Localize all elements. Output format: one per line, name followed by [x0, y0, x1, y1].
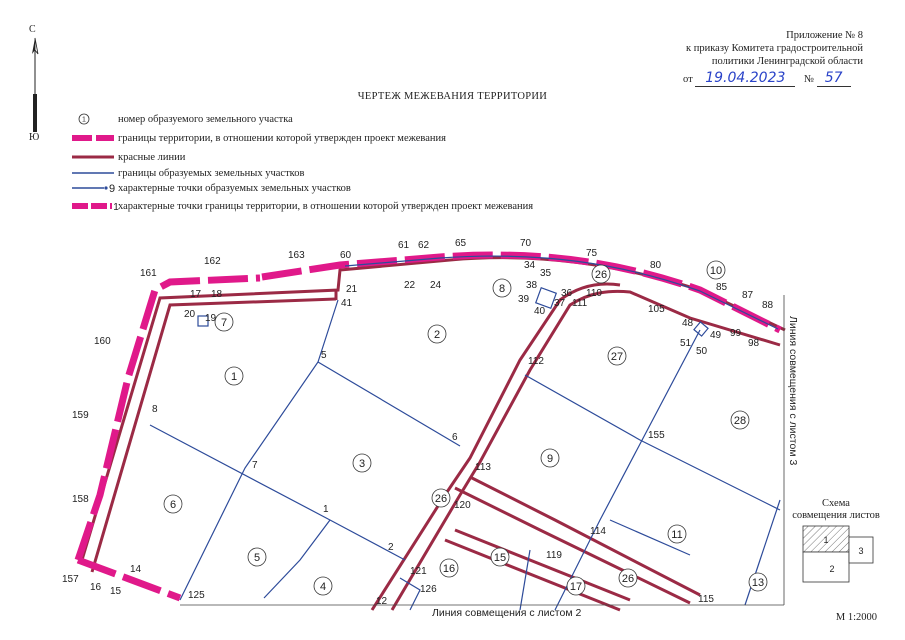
sheet-scheme: [802, 525, 884, 587]
parcel-circle: [314, 577, 332, 595]
legend-text: границы образуемых земельных участков: [118, 167, 305, 179]
parcel-circle: [225, 367, 243, 385]
svg-text:111: 111: [572, 298, 588, 309]
parcel-circle: [215, 313, 233, 331]
legend-text: границы территории, в отношении которой утвержден проект межевания: [118, 132, 446, 144]
svg-text:85: 85: [716, 282, 728, 293]
appendix-line-2: к приказу Комитета градостроительной: [686, 43, 863, 54]
svg-text:126: 126: [420, 584, 437, 595]
legend-text: красные линии: [118, 151, 186, 163]
svg-text:28: 28: [733, 415, 747, 427]
svg-text:120: 120: [454, 500, 471, 511]
svg-text:2: 2: [388, 542, 394, 553]
svg-text:35: 35: [540, 268, 552, 279]
svg-text:37: 37: [554, 298, 566, 309]
svg-text:99: 99: [730, 328, 742, 339]
parcel-circle: [541, 449, 559, 467]
svg-text:17: 17: [569, 581, 583, 593]
parcel-circle: [567, 577, 585, 595]
parcel-circle: [619, 569, 637, 587]
order-number: 57: [824, 70, 843, 86]
from-label: от: [683, 74, 693, 85]
svg-text:3: 3: [358, 458, 366, 470]
svg-text:119: 119: [546, 550, 562, 561]
sheet-scheme-title: [786, 498, 886, 522]
parcel-circle: [491, 548, 509, 566]
boundary-point-label: 159: [72, 410, 89, 421]
svg-text:20: 20: [184, 309, 196, 320]
svg-text:10: 10: [709, 265, 723, 277]
parcel-circle: [608, 347, 626, 365]
parcel-circle: [707, 261, 725, 279]
scale-label: М 1:2000: [835, 612, 877, 623]
parcel-circle: [749, 573, 767, 591]
boundary-point-label: 163: [288, 250, 305, 261]
svg-text:155: 155: [648, 430, 665, 441]
svg-text:12: 12: [376, 596, 388, 607]
boundary-point-label: 160: [94, 336, 111, 347]
svg-text:113: 113: [475, 462, 491, 473]
svg-text:125: 125: [188, 590, 205, 601]
appendix-line-3: политики Ленинградской области: [711, 56, 863, 67]
right-sheet-label: Линия совмещения с листом 3: [787, 316, 799, 466]
parcel-circle: [353, 454, 371, 472]
svg-text:18: 18: [211, 289, 223, 300]
svg-text:87: 87: [742, 290, 754, 301]
svg-text:75: 75: [586, 248, 598, 259]
svg-text:14: 14: [130, 564, 142, 575]
svg-text:80: 80: [650, 260, 662, 271]
parcel-circle: [493, 279, 511, 297]
svg-text:4: 4: [319, 581, 327, 593]
svg-text:70: 70: [520, 238, 532, 249]
svg-text:16: 16: [442, 563, 456, 575]
svg-text:15: 15: [493, 552, 507, 564]
svg-text:6: 6: [169, 499, 177, 511]
svg-text:7: 7: [252, 460, 258, 471]
svg-text:62: 62: [418, 240, 430, 251]
svg-text:26: 26: [594, 269, 608, 281]
legend-sample-point: 9: [108, 183, 116, 195]
svg-text:65: 65: [455, 238, 467, 249]
scheme-title-line-2: совмещения листов: [792, 510, 880, 521]
svg-text:7: 7: [220, 317, 228, 329]
scheme-sheet-2: [803, 552, 849, 582]
parcel-circle: [592, 265, 610, 283]
svg-text:24: 24: [430, 280, 442, 291]
svg-text:2: 2: [829, 564, 835, 574]
legend-sample-boundary-point: 1: [113, 202, 119, 213]
svg-text:114: 114: [590, 526, 606, 537]
svg-text:3: 3: [858, 546, 864, 556]
boundary-point-label: 157: [62, 574, 79, 585]
svg-text:15: 15: [110, 586, 122, 597]
north-letter: С: [29, 24, 36, 35]
svg-text:112: 112: [528, 356, 544, 367]
svg-text:8: 8: [152, 404, 158, 415]
parcel-circle: [440, 559, 458, 577]
svg-text:48: 48: [682, 318, 694, 329]
svg-text:38: 38: [526, 280, 538, 291]
svg-text:1: 1: [823, 535, 829, 545]
svg-text:1: 1: [323, 504, 329, 515]
number-label: №: [803, 74, 814, 85]
legend-text: характерные точки образуемых земельных участков: [118, 182, 351, 194]
legend-sample-number: 1: [82, 116, 86, 124]
legend-text: номер образуемого земельного участка: [118, 113, 293, 125]
svg-text:61: 61: [398, 240, 410, 251]
boundary-point-label: 162: [204, 256, 221, 267]
svg-text:110: 110: [586, 288, 602, 299]
parcel-circle: [731, 411, 749, 429]
svg-text:51: 51: [680, 338, 692, 349]
appendix-line-1: Приложение № 8: [786, 30, 863, 41]
svg-text:40: 40: [534, 306, 546, 317]
parcel-point-labels: [90, 238, 774, 607]
parcel-circle: [164, 495, 182, 513]
south-letter: Ю: [29, 132, 40, 143]
svg-text:115: 115: [698, 594, 714, 605]
svg-text:17: 17: [190, 289, 202, 300]
drawing-title: ЧЕРТЕЖ МЕЖЕВАНИЯ ТЕРРИТОРИИ: [357, 91, 548, 102]
svg-text:9: 9: [546, 453, 554, 465]
svg-text:2: 2: [433, 329, 441, 341]
svg-text:19: 19: [205, 313, 217, 324]
parcel-circle: [668, 525, 686, 543]
svg-text:39: 39: [518, 294, 530, 305]
svg-text:41: 41: [341, 298, 353, 309]
svg-text:22: 22: [404, 280, 416, 291]
svg-text:50: 50: [696, 346, 708, 357]
svg-text:26: 26: [434, 493, 448, 505]
svg-text:1: 1: [230, 371, 238, 383]
svg-text:36: 36: [561, 288, 573, 299]
svg-text:13: 13: [751, 577, 765, 589]
parcel-boundaries: [150, 288, 780, 610]
svg-text:105: 105: [648, 304, 665, 315]
svg-text:11: 11: [671, 529, 683, 541]
svg-text:98: 98: [748, 338, 760, 349]
parcel-circle: [432, 489, 450, 507]
svg-text:5: 5: [321, 350, 327, 361]
svg-text:27: 27: [610, 351, 624, 363]
parcel-circle: [428, 325, 446, 343]
svg-text:8: 8: [498, 283, 506, 295]
svg-text:60: 60: [340, 250, 352, 261]
svg-text:26: 26: [621, 573, 635, 585]
parcel-circle: [248, 548, 266, 566]
svg-text:88: 88: [762, 300, 774, 311]
svg-text:6: 6: [452, 432, 458, 443]
order-date: 19.04.2023: [705, 70, 786, 86]
svg-text:49: 49: [710, 330, 722, 341]
svg-text:16: 16: [90, 582, 102, 593]
svg-text:121: 121: [410, 566, 427, 577]
legend-text: характерные точки границы территории, в отношении которой утвержден проект межевания: [118, 200, 534, 212]
svg-text:21: 21: [346, 284, 358, 295]
boundary-point-label: 158: [72, 494, 89, 505]
bottom-sheet-label: Линия совмещения с листом 2: [432, 607, 582, 619]
svg-text:5: 5: [253, 552, 261, 564]
svg-text:34: 34: [524, 260, 536, 271]
boundary-point-label: 161: [140, 268, 157, 279]
scheme-title-line-1: Схема: [822, 498, 850, 509]
